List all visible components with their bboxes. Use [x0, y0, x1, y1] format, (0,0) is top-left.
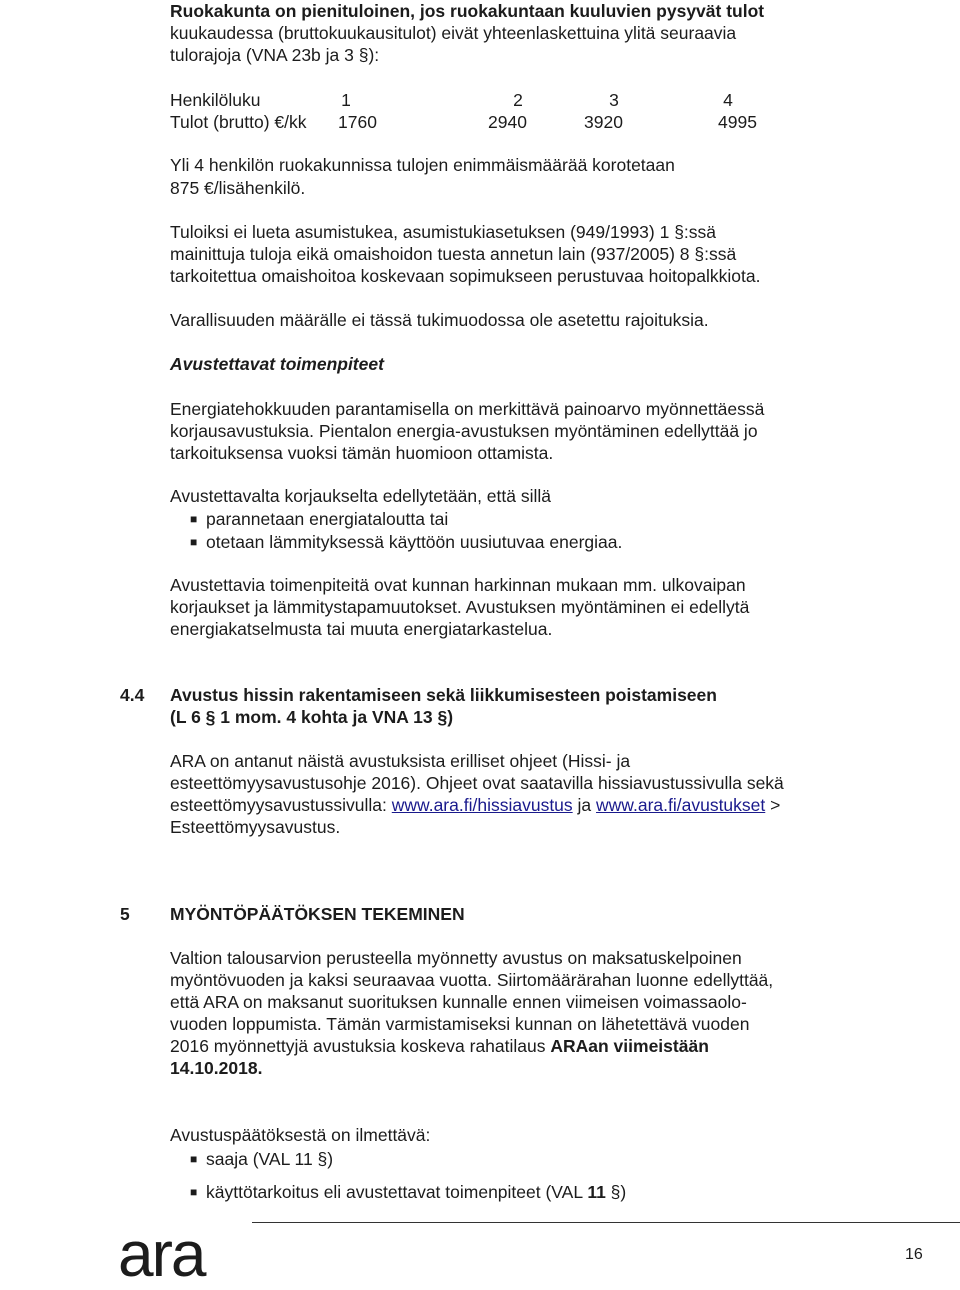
table-row1-value-4: 4 [723, 90, 733, 110]
bullet-glyph: ■ [190, 535, 198, 549]
ara-line-4: Esteettömyysavustus. [170, 817, 341, 837]
paatos-bullet-2-bold: 11 [587, 1182, 606, 1202]
table-row1-value-2: 2 [513, 90, 523, 110]
table-row2-value-4: 4995 [718, 112, 757, 132]
tuloiksi-line-3: tarkoitettua omaishoitoa koskevaan sopimukseen perustuvaa hoitopalkkiota. [170, 266, 761, 286]
page-number: 16 [905, 1246, 923, 1263]
energia-line-3: tarkoituksensa vuoksi tämän huomioon ottamista. [170, 443, 554, 463]
bullet-glyph: ■ [190, 1152, 198, 1166]
avustettavat-heading: Avustettavat toimenpiteet [170, 354, 384, 374]
ara-logo: ara [118, 1218, 205, 1290]
bullet-glyph: ■ [190, 1185, 198, 1199]
section-5-number: 5 [120, 904, 130, 924]
section-4-4-number: 4.4 [120, 685, 145, 705]
valtion-line-1: Valtion talousarvion perusteella myönnetty avustus on maksatuskelpoinen [170, 948, 742, 968]
paatos-bullet-2-end: §) [605, 1182, 627, 1202]
edellytetaan-line: Avustettavalta korjaukselta edellytetään, että sillä [170, 486, 552, 506]
ara-line-3-text: esteettömyysavustussivulla: [170, 795, 392, 815]
table-row2-value-2: 2940 [488, 112, 527, 132]
extra-line-1: Yli 4 henkilön ruokakunnissa tulojen enimmäismäärää korotetaan [170, 155, 675, 175]
ara-line-1: ARA on antanut näistä avustuksista erilliset ohjeet (Hissi- ja [170, 751, 631, 771]
ara-line-3-mid: ja [572, 795, 597, 815]
tuloiksi-line-1: Tuloiksi ei lueta asumistukea, asumistukiasetuksen (949/1993) 1 §:ssä [170, 222, 717, 242]
valtion-line-2: myöntövuoden ja kaksi seuraavaa vuotta. Siirtomäärärahan luonne edellyttää, [170, 970, 774, 990]
valtion-line-3: että ARA on maksanut suorituksen kunnalle ennen viimeisen voimassaolo- [170, 992, 747, 1012]
paatos-bullet-2-text: käyttötarkoitus eli avustettavat toimenpiteet (VAL [206, 1182, 588, 1202]
ara-line-2: esteettömyysavustusohje 2016). Ohjeet ovat saatavilla hissiavustussivulla sekä [170, 773, 784, 793]
hissiavustus-link[interactable]: www.ara.fi/hissiavustus [391, 795, 573, 815]
table-row1-value-1: 1 [341, 90, 351, 110]
section-5-title: MYÖNTÖPÄÄTÖKSEN TEKEMINEN [170, 904, 465, 924]
table-row2-value-3: 3920 [584, 112, 623, 132]
section-4-4-title-line-1: Avustus hissin rakentamiseen sekä liikkumisesteen poistamiseen [170, 685, 717, 705]
bullet-item-1: parannetaan energiataloutta tai [206, 509, 449, 529]
energia-line-2: korjausavustuksia. Pientalon energia-avustuksen myöntäminen edellyttää jo [170, 421, 758, 441]
footer-divider [252, 1222, 960, 1223]
table-row2-value-1: 1760 [338, 112, 377, 132]
paatos-bullet-1: saaja (VAL 11 §) [206, 1149, 334, 1169]
harkinta-line-2: korjaukset ja lämmitystapamuutokset. Avustuksen myöntäminen ei edellytä [170, 597, 750, 617]
valtion-line-5-bold: ARAan viimeistään [550, 1036, 709, 1056]
varallisuus-paragraph: Varallisuuden määrälle ei tässä tukimuodossa ole asetettu rajoituksia. [170, 310, 709, 330]
harkinta-line-1: Avustettavia toimenpiteitä ovat kunnan harkinnan mukaan mm. ulkovaipan [170, 575, 746, 595]
valtion-line-5-text: 2016 myönnettyjä avustuksia koskeva rahatilaus [170, 1036, 551, 1056]
energia-line-1: Energiatehokkuuden parantamisella on merkittävä painoarvo myönnettäessä [170, 399, 765, 419]
valtion-line-5 [170, 1035, 709, 1057]
table-row2-label: Tulot (brutto) €/kk [170, 112, 307, 132]
table-row1-label: Henkilöluku [170, 90, 261, 110]
extra-line-2: 875 €/lisähenkilö. [170, 178, 306, 198]
ara-line-3-post: > [765, 795, 781, 815]
ara-line-3 [170, 794, 780, 816]
tuloiksi-line-2: mainittuja tuloja eikä omaishoidon tuesta annetun lain (937/2005) 8 §:ssä [170, 244, 737, 264]
intro-line-3: tulorajoja (VNA 23b ja 3 §): [170, 45, 380, 65]
valtion-line-6: 14.10.2018. [170, 1058, 263, 1078]
intro-line-2: kuukaudessa (bruttokuukausitulot) eivät yhteenlaskettuina ylitä seuraavia [170, 23, 737, 43]
table-row1-value-3: 3 [609, 90, 619, 110]
avustukset-link[interactable]: www.ara.fi/avustukset [596, 795, 766, 815]
paatos-intro: Avustuspäätöksestä on ilmettävä: [170, 1125, 431, 1145]
paatos-bullet-2 [206, 1181, 626, 1203]
harkinta-line-3: energiakatselmusta tai muuta energiatarkastelua. [170, 619, 553, 639]
intro-line-1: Ruokakunta on pienituloinen, jos ruokakuntaan kuuluvien pysyvät tulot [170, 1, 765, 21]
bullet-glyph: ■ [190, 512, 198, 526]
valtion-line-4: vuoden loppumista. Tämän varmistamiseksi kunnan on lähetettävä vuoden [170, 1014, 750, 1034]
section-4-4-title-line-2: (L 6 § 1 mom. 4 kohta ja VNA 13 §) [170, 707, 454, 727]
bullet-item-2: otetaan lämmityksessä käyttöön uusiutuvaa energiaa. [206, 532, 623, 552]
